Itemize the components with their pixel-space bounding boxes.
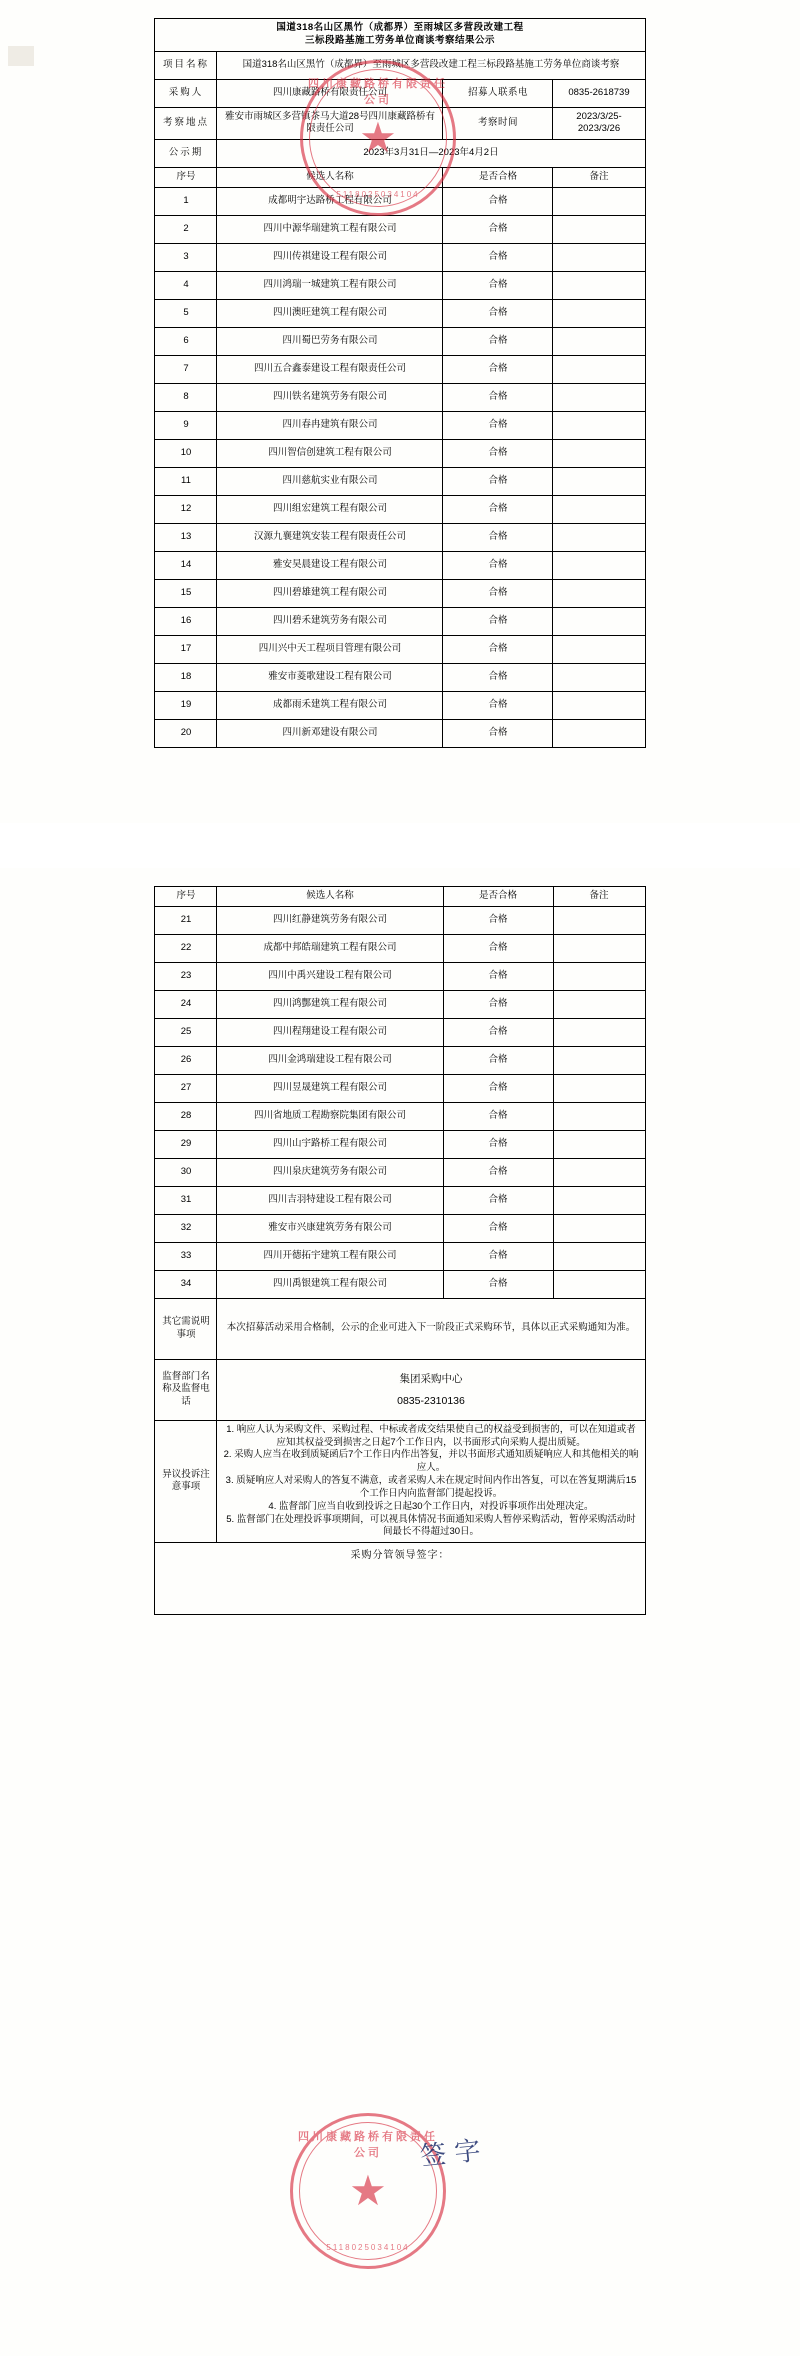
- row-candidate-name: 雅安市菱歌建设工程有限公司: [217, 664, 443, 692]
- row-remark: [553, 328, 645, 356]
- row-candidate-name: 四川春冉建筑有限公司: [217, 412, 443, 440]
- row-candidate-name: 四川五合鑫泰建设工程有限责任公司: [217, 356, 443, 384]
- row-candidate-name: 四川兴中天工程项目管理有限公司: [217, 636, 443, 664]
- row-qualified: 合格: [443, 524, 553, 552]
- seal-top-text-2: 四川康藏路桥有限责任公司: [298, 2131, 438, 2159]
- row-remark: [553, 962, 645, 990]
- row-remark: [553, 552, 645, 580]
- row-candidate-name: 四川金鸿瑞建设工程有限公司: [217, 1046, 443, 1074]
- header-remark: 备注: [553, 168, 645, 188]
- row-index: 9: [155, 412, 217, 440]
- row-remark: [553, 1018, 645, 1046]
- table-row: [155, 608, 645, 636]
- supervision-org: 集团采购中心: [399, 1372, 463, 1385]
- table-row: [155, 580, 645, 608]
- row-remark: [553, 1158, 645, 1186]
- table-row: [155, 1102, 645, 1130]
- table-header-row-2: [155, 887, 645, 907]
- row-candidate-name: 四川开德拓宇建筑工程有限公司: [217, 1242, 443, 1270]
- table-header-row: [155, 168, 645, 188]
- row-remark: [553, 1214, 645, 1242]
- row-qualified: 合格: [443, 188, 553, 216]
- complaint-item: 3. 质疑响应人对采购人的答复不满意，或者采购人未在规定时间内作出答复，可以在答复期满后15个工作日内向监督部门提起投诉。: [225, 1475, 637, 1499]
- row-remark: [553, 608, 645, 636]
- table-row: [155, 664, 645, 692]
- row-candidate-name: 四川鸿瑞一城建筑工程有限公司: [217, 272, 443, 300]
- row-remark: [553, 188, 645, 216]
- row-remark: [553, 1046, 645, 1074]
- table-row: [155, 244, 645, 272]
- row-index: 19: [155, 692, 217, 720]
- row-remark: [553, 636, 645, 664]
- row-candidate-name: 汉源九襄建筑安装工程有限责任公司: [217, 524, 443, 552]
- purchaser-label: 采购人: [155, 79, 217, 107]
- table-row: [155, 906, 645, 934]
- row-candidate-name: 四川程翔建设工程有限公司: [217, 1018, 443, 1046]
- row-index: 17: [155, 636, 217, 664]
- complaint-row: [155, 1420, 645, 1542]
- title-line-1: 国道318名山区黑竹（成都界）至雨城区多营段改建工程: [276, 22, 524, 33]
- row-index: 30: [155, 1158, 217, 1186]
- purchaser-row: [155, 79, 645, 107]
- project-row: [155, 51, 645, 79]
- row-remark: [553, 244, 645, 272]
- sheet-one: [0, 0, 800, 823]
- row-remark: [553, 906, 645, 934]
- note-value: 本次招募活动采用合格制，公示的企业可进入下一阶段正式采购环节，具体以正式采购通知为准。: [217, 1298, 645, 1359]
- complaint-item: 4. 监督部门应当自收到投诉之日起30个工作日内，对投诉事项作出处理决定。: [268, 1500, 594, 1512]
- row-remark: [553, 412, 645, 440]
- row-remark: [553, 990, 645, 1018]
- project-value: 国道318名山区黑竹（成都界）至雨城区多营段改建工程三标段路基施工劳务单位商谈考察: [217, 51, 645, 79]
- row-qualified: 合格: [443, 962, 553, 990]
- row-qualified: 合格: [443, 1074, 553, 1102]
- row-qualified: 合格: [443, 552, 553, 580]
- row-qualified: 合格: [443, 1214, 553, 1242]
- row-qualified: 合格: [443, 1270, 553, 1298]
- row-index: 21: [155, 906, 217, 934]
- row-index: 31: [155, 1186, 217, 1214]
- row-remark: [553, 1270, 645, 1298]
- complaint-item: 5. 监督部门在处理投诉事项期间，可以视具体情况书面通知采购人暂停采购活动，暂停采购活动时间最长不得超过30日。: [226, 1513, 636, 1538]
- row-remark: [553, 580, 645, 608]
- row-remark: [553, 384, 645, 412]
- publicity-value: 2023年3月31日—2023年4月2日: [217, 140, 645, 168]
- row-remark: [553, 524, 645, 552]
- row-remark: [553, 216, 645, 244]
- row-index: 25: [155, 1018, 217, 1046]
- row-remark: [553, 468, 645, 496]
- table-row: [155, 300, 645, 328]
- row-remark: [553, 1102, 645, 1130]
- table-row: [155, 188, 645, 216]
- row-index: 24: [155, 990, 217, 1018]
- place-label: 考察地点: [155, 107, 217, 140]
- row-index: 11: [155, 468, 217, 496]
- supervision-value: [217, 1359, 645, 1420]
- table-row: [155, 524, 645, 552]
- row-qualified: 合格: [443, 608, 553, 636]
- row-candidate-name: 四川澳旺建筑工程有限公司: [217, 300, 443, 328]
- table-row: [155, 1242, 645, 1270]
- row-index: 18: [155, 664, 217, 692]
- table-row: [155, 990, 645, 1018]
- row-index: 26: [155, 1046, 217, 1074]
- row-qualified: 合格: [443, 384, 553, 412]
- table-row: [155, 384, 645, 412]
- row-qualified: 合格: [443, 328, 553, 356]
- place-row: [155, 107, 645, 140]
- header-index: 序号: [155, 168, 217, 188]
- table-row: [155, 692, 645, 720]
- row-qualified: 合格: [443, 1130, 553, 1158]
- supervision-label: 监督部门名称及监督电话: [155, 1359, 217, 1420]
- row-candidate-name: 四川碧雄建筑工程有限公司: [217, 580, 443, 608]
- header-name-2: 候选人名称: [217, 887, 443, 907]
- table-row: [155, 934, 645, 962]
- contact-label: 招募人联系电: [443, 79, 553, 107]
- row-candidate-name: 雅安昊晨建设工程有限公司: [217, 552, 443, 580]
- row-candidate-name: 四川山宇路桥工程有限公司: [217, 1130, 443, 1158]
- row-candidate-name: 成都明宇达路桥工程有限公司: [217, 188, 443, 216]
- seal-bottom-text-2: 5118025034104: [326, 2243, 410, 2252]
- row-index: 32: [155, 1214, 217, 1242]
- row-candidate-name: 四川中源华瑞建筑工程有限公司: [217, 216, 443, 244]
- row-remark: [553, 664, 645, 692]
- row-qualified: 合格: [443, 664, 553, 692]
- row-index: 16: [155, 608, 217, 636]
- purchaser-value: 四川康藏路桥有限责任公司: [217, 79, 443, 107]
- row-index: 5: [155, 300, 217, 328]
- complaint-list: [217, 1420, 645, 1542]
- row-index: 20: [155, 720, 217, 748]
- row-index: 34: [155, 1270, 217, 1298]
- row-index: 1: [155, 188, 217, 216]
- table-row: [155, 636, 645, 664]
- complaint-item: 2. 采购人应当在收到质疑函后7个工作日内作出答复，并以书面形式通知质疑响应人和其他相关的响应人。: [223, 1449, 639, 1474]
- row-index: 10: [155, 440, 217, 468]
- sheet-separator: [0, 823, 800, 868]
- table-row: [155, 216, 645, 244]
- row-qualified: 合格: [443, 1242, 553, 1270]
- row-index: 12: [155, 496, 217, 524]
- document-title: [155, 19, 645, 52]
- row-remark: [553, 440, 645, 468]
- table-row: [155, 468, 645, 496]
- place-value: 雅安市雨城区多营镇茶马大道28号四川康藏路桥有限责任公司: [217, 107, 443, 140]
- row-candidate-name: 四川红静建筑劳务有限公司: [217, 906, 443, 934]
- row-candidate-name: 四川禹银建筑工程有限公司: [217, 1270, 443, 1298]
- row-qualified: 合格: [443, 990, 553, 1018]
- table-row: [155, 1074, 645, 1102]
- header-index-2: 序号: [155, 887, 217, 907]
- row-candidate-name: 四川鸿酆建筑工程有限公司: [217, 990, 443, 1018]
- row-remark: [553, 1130, 645, 1158]
- row-qualified: 合格: [443, 244, 553, 272]
- time-label: 考察时间: [443, 107, 553, 140]
- row-qualified: 合格: [443, 300, 553, 328]
- row-qualified: 合格: [443, 1102, 553, 1130]
- row-index: 23: [155, 962, 217, 990]
- note-row: [155, 1298, 645, 1359]
- row-qualified: 合格: [443, 272, 553, 300]
- table-row: [155, 962, 645, 990]
- row-index: 7: [155, 356, 217, 384]
- table-row: [155, 1270, 645, 1298]
- row-candidate-name: 四川泉庆建筑劳务有限公司: [217, 1158, 443, 1186]
- leader-sign-row: [155, 1543, 645, 1615]
- row-qualified: 合格: [443, 412, 553, 440]
- row-index: 14: [155, 552, 217, 580]
- row-remark: [553, 496, 645, 524]
- contact-value: 0835-2618739: [553, 79, 645, 107]
- row-candidate-name: 四川新邓建设有限公司: [217, 720, 443, 748]
- time-value: 2023/3/25-2023/3/26: [553, 107, 645, 140]
- row-qualified: 合格: [443, 1018, 553, 1046]
- row-candidate-name: 成都雨禾建筑工程有限公司: [217, 692, 443, 720]
- row-qualified: 合格: [443, 934, 553, 962]
- row-qualified: 合格: [443, 1046, 553, 1074]
- row-candidate-name: 四川慈航实业有限公司: [217, 468, 443, 496]
- table-row: [155, 412, 645, 440]
- table-row: [155, 1214, 645, 1242]
- sheet-two: [0, 868, 800, 2356]
- row-candidate-name: 四川吉羽特建设工程有限公司: [217, 1186, 443, 1214]
- row-index: 29: [155, 1130, 217, 1158]
- row-index: 13: [155, 524, 217, 552]
- row-remark: [553, 1074, 645, 1102]
- seal-bottom-text: 5118025034104: [336, 190, 420, 199]
- row-index: 8: [155, 384, 217, 412]
- row-qualified: 合格: [443, 580, 553, 608]
- table-row: [155, 1186, 645, 1214]
- table-row: [155, 356, 645, 384]
- table-row: [155, 1158, 645, 1186]
- row-candidate-name: 四川智信创建筑工程有限公司: [217, 440, 443, 468]
- complaint-label: 异议投诉注意事项: [155, 1420, 217, 1542]
- table-row: [155, 552, 645, 580]
- row-candidate-name: 四川碧禾建筑劳务有限公司: [217, 608, 443, 636]
- row-qualified: 合格: [443, 356, 553, 384]
- table-row: [155, 496, 645, 524]
- table-row: [155, 440, 645, 468]
- table-row: [155, 1046, 645, 1074]
- row-candidate-name: 四川组宏建筑工程有限公司: [217, 496, 443, 524]
- row-index: 33: [155, 1242, 217, 1270]
- row-remark: [553, 1186, 645, 1214]
- row-index: 27: [155, 1074, 217, 1102]
- row-index: 15: [155, 580, 217, 608]
- row-qualified: 合格: [443, 636, 553, 664]
- row-index: 22: [155, 934, 217, 962]
- title-line-2: 三标段路基施工劳务单位商谈考察结果公示: [304, 34, 495, 46]
- row-index: 3: [155, 244, 217, 272]
- row-qualified: 合格: [443, 468, 553, 496]
- header-remark-2: 备注: [553, 887, 645, 907]
- leader-signature: 签 字: [418, 2135, 482, 2173]
- seal-top-text: 四川康藏路桥有限责任公司: [308, 78, 448, 106]
- header-qualified: 是否合格: [443, 168, 553, 188]
- publicity-row: [155, 140, 645, 168]
- row-qualified: 合格: [443, 906, 553, 934]
- row-remark: [553, 272, 645, 300]
- row-candidate-name: 四川省地质工程勘察院集团有限公司: [217, 1102, 443, 1130]
- row-index: 4: [155, 272, 217, 300]
- seal-star-icon: ★: [359, 114, 397, 161]
- page-corner-fold: [8, 46, 34, 66]
- title-row: [155, 19, 645, 52]
- note-label: 其它需说明事项: [155, 1298, 217, 1359]
- row-remark: [553, 692, 645, 720]
- row-index: 2: [155, 216, 217, 244]
- table-row: [155, 1130, 645, 1158]
- header-name: 候选人名称: [217, 168, 443, 188]
- row-remark: [553, 300, 645, 328]
- row-candidate-name: 四川中禹兴建设工程有限公司: [217, 962, 443, 990]
- row-remark: [553, 1242, 645, 1270]
- row-qualified: 合格: [443, 720, 553, 748]
- row-remark: [553, 720, 645, 748]
- row-qualified: 合格: [443, 1158, 553, 1186]
- row-remark: [553, 934, 645, 962]
- row-index: 28: [155, 1102, 217, 1130]
- row-candidate-name: 四川蜀巴劳务有限公司: [217, 328, 443, 356]
- row-qualified: 合格: [443, 496, 553, 524]
- row-qualified: 合格: [443, 216, 553, 244]
- row-index: 6: [155, 328, 217, 356]
- project-label: 项目名称: [155, 51, 217, 79]
- seal-star-icon-2: ★: [349, 2167, 387, 2214]
- row-qualified: 合格: [443, 692, 553, 720]
- table-row: [155, 328, 645, 356]
- header-qualified-2: 是否合格: [443, 887, 553, 907]
- row-candidate-name: 四川传祺建设工程有限公司: [217, 244, 443, 272]
- row-candidate-name: 成都中邦皓瑞建筑工程有限公司: [217, 934, 443, 962]
- leader-sign-label: 采购分管领导签字：: [155, 1543, 645, 1615]
- publicity-label: 公示期: [155, 140, 217, 168]
- publicity-table-page2: [154, 886, 645, 1615]
- complaint-item: 1. 响应人认为采购文件、采购过程、中标或者成交结果使自己的权益受到损害的，可以在知道或者应知其权益受到损害之日起7个工作日内，以书面形式向采购人提出质疑。: [226, 1423, 636, 1448]
- table-row: [155, 720, 645, 748]
- row-candidate-name: 雅安市兴康建筑劳务有限公司: [217, 1214, 443, 1242]
- row-qualified: 合格: [443, 440, 553, 468]
- row-candidate-name: 四川铁名建筑劳务有限公司: [217, 384, 443, 412]
- row-remark: [553, 356, 645, 384]
- publicity-table-page1: [154, 18, 645, 748]
- table-row: [155, 272, 645, 300]
- supervision-row: [155, 1359, 645, 1420]
- row-qualified: 合格: [443, 1186, 553, 1214]
- supervision-phone: 0835-2310136: [397, 1394, 465, 1407]
- row-candidate-name: 四川昱晟建筑工程有限公司: [217, 1074, 443, 1102]
- table-row: [155, 1018, 645, 1046]
